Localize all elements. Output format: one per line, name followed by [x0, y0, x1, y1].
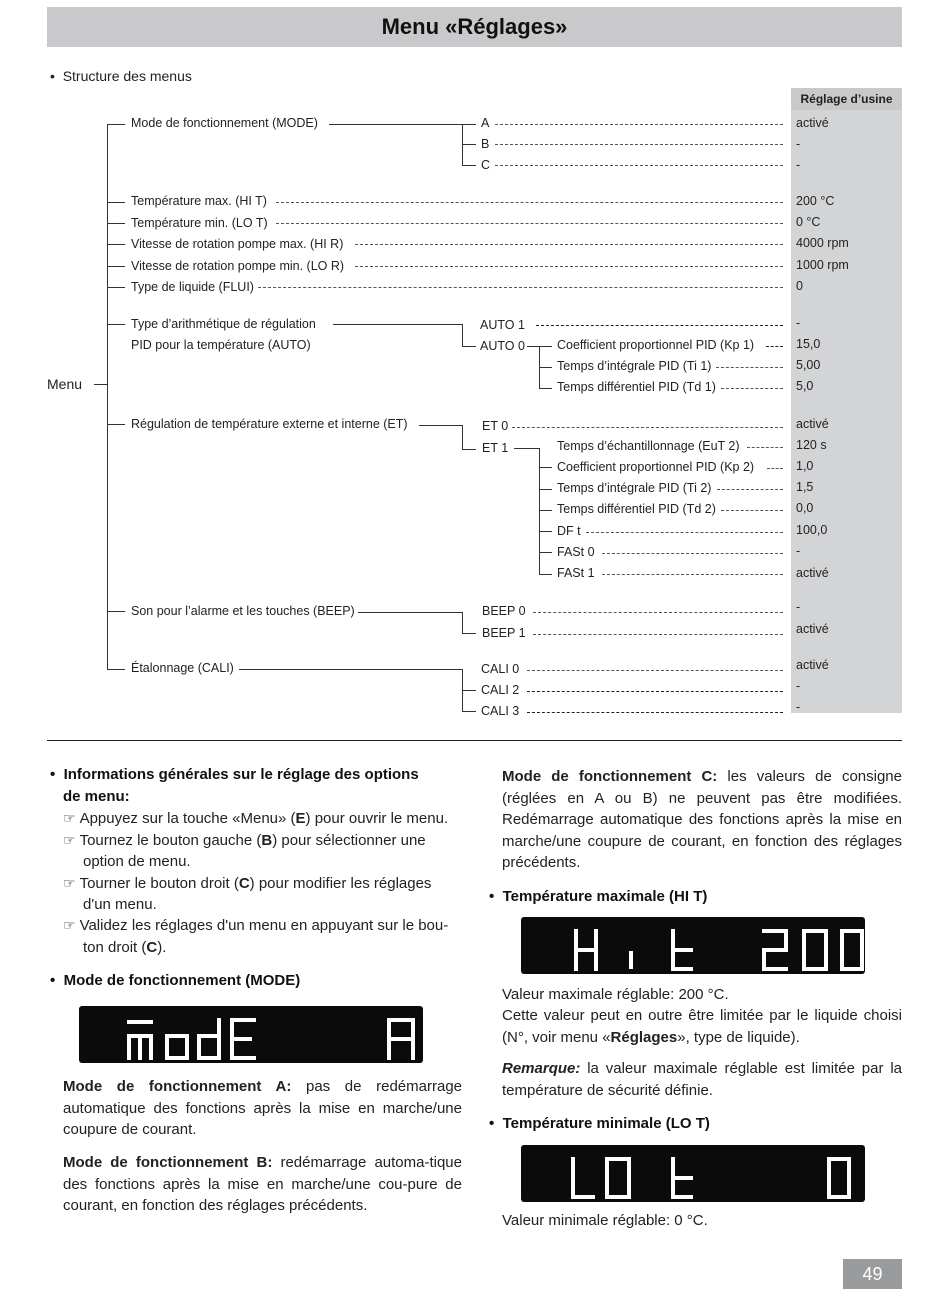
leader — [747, 447, 783, 448]
tick — [539, 531, 552, 532]
param-flui-label: Type de liquide (FLUI) — [131, 280, 254, 294]
param-hit-label: Température max. (HI T) — [131, 194, 267, 208]
cali-val-3: - — [796, 700, 801, 714]
leader — [495, 144, 783, 145]
cali-connector — [239, 669, 462, 670]
leader — [527, 691, 783, 692]
leader — [512, 427, 783, 428]
leader — [716, 367, 783, 368]
mode-opt-b: B — [481, 137, 490, 151]
leader — [527, 712, 783, 713]
leader — [536, 325, 783, 326]
step-4-cont: ton droit (C). — [83, 939, 167, 956]
mode-label: Mode de fonctionnement (MODE) — [131, 116, 318, 130]
et-sub-fast1-label: FASt 1 — [557, 566, 595, 580]
leader — [533, 612, 783, 613]
auto-connector — [333, 324, 462, 325]
et-sub-td2-label: Temps différentiel PID (Td 2) — [557, 502, 716, 516]
et-sub-kp2-label: Coefficient proportionnel PID (Kp 2) — [557, 460, 755, 474]
mode-connector — [329, 124, 462, 125]
branch-flui — [107, 287, 125, 288]
lcd-lot-display — [521, 1145, 865, 1202]
step-3-cont: d'un menu. — [83, 896, 157, 913]
branch-et — [107, 424, 125, 425]
et-label: Régulation de température externe et interne (ET) — [131, 417, 408, 431]
et-val-0: activé — [796, 417, 829, 431]
param-lot-label: Température min. (LO T) — [131, 216, 268, 230]
step-4: ☞ Validez les réglages d'un menu en appuyant sur le bou- — [63, 917, 449, 934]
auto-trunk — [462, 324, 463, 346]
leader — [276, 202, 783, 203]
auto-sub-ti1-val: 5,00 — [796, 358, 821, 372]
lcd-mode-display — [79, 1006, 423, 1063]
auto-opt-0: AUTO 0 — [480, 339, 525, 353]
title-bar — [47, 7, 902, 47]
menu-root: Menu — [47, 376, 83, 392]
mode-opt-a: A — [481, 116, 490, 130]
lot-heading-text: Température minimale (LO T) — [502, 1115, 710, 1132]
et-sub-dft-val: 100,0 — [796, 523, 828, 537]
mode-heading: • Mode de fonctionnement (MODE) — [50, 972, 301, 989]
auto-opt-1: AUTO 1 — [480, 318, 525, 332]
tick — [539, 346, 552, 347]
leader — [355, 266, 783, 267]
auto0-connector — [527, 346, 539, 347]
branch-cali — [107, 669, 125, 670]
branch-beep — [107, 611, 125, 612]
leader — [355, 244, 783, 245]
param-lot-val: 0 °C — [796, 215, 821, 229]
factory-header: Réglage d’usine — [791, 88, 902, 110]
tick — [539, 489, 552, 490]
lcd-lot-graphic — [521, 1145, 865, 1202]
branch-hir — [107, 244, 125, 245]
leader — [602, 574, 783, 575]
beep-opt-1: BEEP 1 — [482, 626, 526, 640]
beep-trunk — [462, 612, 463, 633]
auto-sub-kp1-val: 15,0 — [796, 337, 821, 351]
tick — [539, 388, 552, 389]
branch-lor — [107, 266, 125, 267]
mode-b-para: Mode de fonctionnement B: redémarrage automa-tique des fonctions après la mise en marche/une cou-pure de courant, en fonction des réglages précédents. — [63, 1154, 462, 1214]
leader — [495, 124, 783, 125]
hit-heading: • Température maximale (HI T) — [489, 888, 708, 905]
pointing-hand-icon: ☞ — [63, 810, 76, 826]
leader — [766, 346, 783, 347]
lot-heading: • Température minimale (LO T) — [489, 1115, 710, 1132]
leader — [276, 223, 783, 224]
section-separator — [47, 740, 902, 741]
info-heading: • Informations générales sur le réglage des options — [50, 766, 419, 783]
tick — [462, 711, 476, 712]
pointing-hand-icon: ☞ — [63, 917, 76, 933]
et-sub-eut2-label: Temps d’échantillonnage (EuT 2) — [557, 439, 740, 453]
hit-heading-text: Température maximale (HI T) — [502, 888, 708, 905]
leader — [495, 165, 783, 166]
tick — [539, 510, 552, 511]
auto-label-2: PID pour la température (AUTO) — [131, 338, 311, 352]
auto-label-1: Type d’arithmétique de régulation — [131, 317, 316, 331]
tick — [462, 690, 476, 691]
et-sub-ti2-label: Temps d’intégrale PID (Ti 2) — [557, 481, 712, 495]
leader — [602, 553, 783, 554]
cali-opt-2: CALI 2 — [481, 683, 520, 697]
page-title: Menu «Réglages» — [381, 14, 568, 39]
param-lor-val: 1000 rpm — [796, 258, 849, 272]
leader — [717, 489, 783, 490]
et-sub-fast0-val: - — [796, 544, 801, 558]
leader — [721, 388, 783, 389]
beep-opt-0: BEEP 0 — [482, 604, 526, 618]
leader — [527, 670, 783, 671]
et-sub-fast0-label: FASt 0 — [557, 545, 595, 559]
cali-val-2: - — [796, 679, 801, 693]
tick — [539, 467, 552, 468]
leader — [767, 468, 783, 469]
mode-opt-c: C — [481, 158, 491, 172]
param-flui-val: 0 — [796, 279, 803, 293]
beep-val-1: activé — [796, 622, 829, 636]
step-3: ☞ Tourner le bouton droit (C) pour modifier les réglages — [63, 875, 432, 892]
pointing-hand-icon: ☞ — [63, 875, 76, 891]
cali-val-0: activé — [796, 658, 829, 672]
auto0-tick — [462, 346, 476, 347]
branch-lot — [107, 223, 125, 224]
leader — [533, 634, 783, 635]
cali-label: Étalonnage (CALI) — [131, 661, 234, 675]
beep-connector — [358, 612, 462, 613]
et-trunk — [462, 425, 463, 449]
param-hir-val: 4000 rpm — [796, 236, 849, 250]
leader — [721, 510, 783, 511]
step-1: ☞ Appuyez sur la touche «Menu» (E) pour ouvrir le menu. — [63, 810, 449, 827]
lot-value-text: Valeur minimale réglable: 0 °C. — [502, 1212, 708, 1229]
mode-c-para: Mode de fonctionnement C: les valeurs de consigne (réglées en A ou B) ne peuvent pas être modifiées. Redémarrage automatique des fonctions après la mise en marche/une coupure de courant, en fonction des réglages précédents. — [502, 768, 902, 871]
auto-val-1: - — [796, 316, 801, 330]
branch-hit — [107, 202, 125, 203]
et-sub-td2-val: 0,0 — [796, 501, 814, 515]
tick — [539, 367, 552, 368]
root-trunk — [107, 124, 108, 669]
pointing-hand-icon: ☞ — [63, 832, 76, 848]
auto-sub-ti1-label: Temps d’intégrale PID (Ti 1) — [557, 359, 712, 373]
mode-opt-c-tick — [462, 165, 476, 166]
page-number: 49 — [843, 1259, 902, 1289]
et-connector — [419, 425, 462, 426]
auto-sub-td1-val: 5,0 — [796, 379, 814, 393]
hit-value-text: Valeur maximale réglable: 200 °C. — [502, 986, 729, 1003]
param-hit-val: 200 °C — [796, 194, 835, 208]
leader — [258, 287, 783, 288]
et-opt-1: ET 1 — [482, 441, 509, 455]
et1-tick — [462, 449, 476, 450]
param-lor-label: Vitesse de rotation pompe min. (LO R) — [131, 259, 345, 273]
et1-connector — [514, 448, 539, 449]
mode-a-para: Mode de fonctionnement A: pas de redémarrage automatique des fonctions après la mise en marche/une coupure de courant. — [63, 1078, 462, 1138]
info-heading-1: Informations générales sur le réglage des options — [63, 766, 419, 783]
beep1-tick — [462, 633, 476, 634]
cali-opt-3: CALI 3 — [481, 704, 520, 718]
branch-auto — [107, 324, 125, 325]
step-2: ☞ Tournez le bouton gauche (B) pour sélectionner une — [63, 832, 426, 849]
tick — [539, 552, 552, 553]
beep-label: Son pour l’alarme et les touches (BEEP) — [131, 604, 355, 618]
lcd-hit-display — [521, 917, 865, 974]
mode-val-b: - — [796, 137, 801, 151]
lcd-hit-graphic — [521, 917, 865, 974]
beep-val-0: - — [796, 600, 801, 614]
param-hir-label: Vitesse de rotation pompe max. (HI R) — [131, 237, 344, 251]
structure-heading: • Structure des menus — [50, 68, 192, 84]
root-connector — [94, 384, 107, 385]
et-sub-dft-label: DF t — [557, 524, 581, 538]
step-2-cont: option de menu. — [83, 853, 191, 870]
et-sub-ti2-val: 1,5 — [796, 480, 814, 494]
lcd-mode-graphic — [79, 1006, 423, 1063]
cali-opt-0: CALI 0 — [481, 662, 520, 676]
mode-opt-b-tick — [462, 144, 476, 145]
mode-val-c: - — [796, 158, 801, 172]
leader — [586, 532, 783, 533]
branch-mode — [107, 124, 125, 125]
hit-note: Cette valeur peut en outre être limitée par le liquide choisi (N°, voir menu «Réglages», type de liquide). — [502, 1007, 902, 1046]
auto-sub-td1-label: Temps différentiel PID (Td 1) — [557, 380, 716, 394]
info-heading-2: de menu: — [63, 788, 130, 805]
mode-heading-text: Mode de fonctionnement (MODE) — [63, 972, 301, 989]
remark-para: Remarque: la valeur maximale réglable est limitée par la température de sécurité définie. — [502, 1060, 902, 1099]
et-sub-kp2-val: 1,0 — [796, 459, 814, 473]
et-sub-fast1-val: activé — [796, 566, 829, 580]
mode-val-a: activé — [796, 116, 829, 130]
et-opt-0: ET 0 — [482, 419, 509, 433]
structure-heading-text: Structure des menus — [62, 68, 192, 84]
et-sub-eut2-val: 120 s — [796, 438, 827, 452]
mode-opt-a-tick — [462, 124, 476, 125]
auto-sub-kp1-label: Coefficient proportionnel PID (Kp 1) — [557, 338, 755, 352]
tick — [539, 574, 552, 575]
